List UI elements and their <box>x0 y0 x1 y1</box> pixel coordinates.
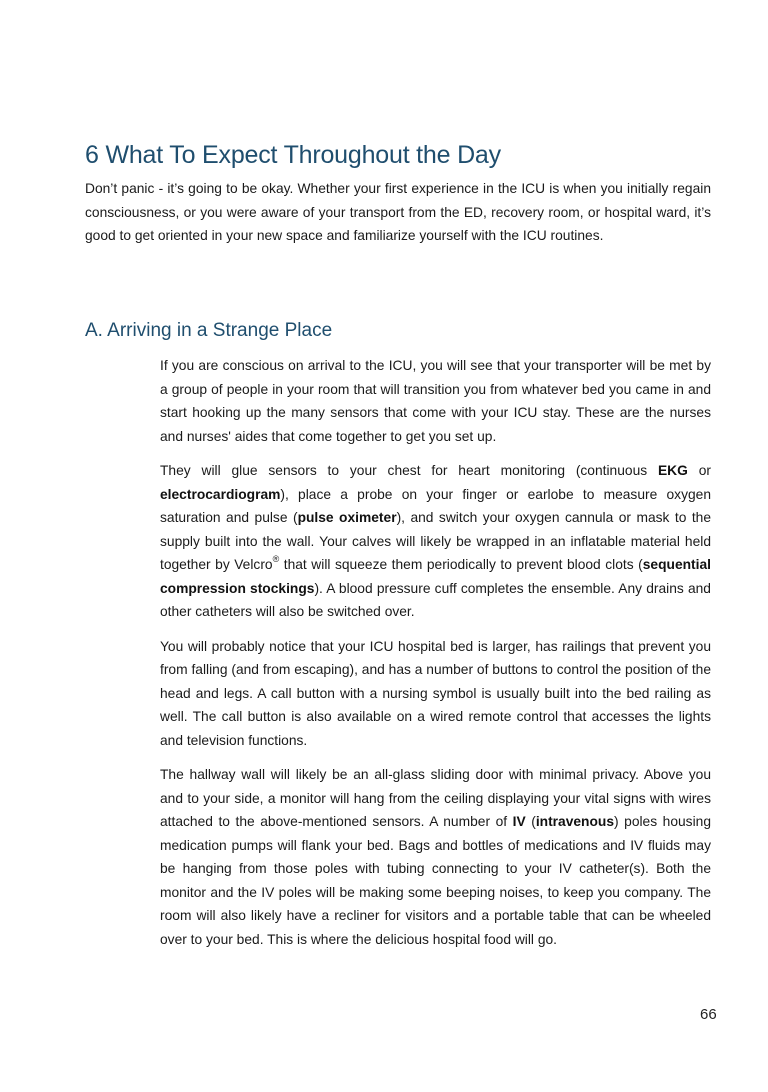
text-run: They will glue sensors to your chest for heart monitoring (continuous <box>160 463 658 478</box>
paragraph-room <box>160 763 711 951</box>
registered-mark: ® <box>272 554 280 565</box>
text-run: The hallway wall will likely be an all-glass sliding door with minimal privacy. Above you and to your side, a monitor will hang from the ceiling displaying your vital signs with wires attached to the above-mentioned sensors. A number of <box>160 767 711 829</box>
section-title: A. Arriving in a Strange Place <box>85 320 333 341</box>
text-run: ), and switch your oxygen cannula or mask to the supply built into the wall. Your calves will likely be wrapped in an inflatable material held together by Velcro <box>160 510 712 572</box>
section-body <box>160 354 711 962</box>
term-electrocardiogram: electrocardiogram <box>160 486 281 502</box>
text-run: ) poles housing medication pumps will flank your bed. Bags and bottles of medications and IV fluids may be hanging from those poles with tubing connecting to your IV catheter(s). Both the monitor and the IV poles will be making some beeping noises, to keep you company. The room will also likely have a recliner for visitors and a portable table that can be wheeled over to your bed. This is where the delicious hospital food will go. <box>160 814 711 947</box>
text-run: ), place a probe on your finger or earlobe to measure oxygen saturation and pulse ( <box>160 486 711 525</box>
chapter-title: 6 What To Expect Throughout the Day <box>85 141 501 169</box>
paragraph-bed: You will probably notice that your ICU hospital bed is larger, has railings that prevent you from falling (and from escaping), and has a number of buttons to control the position of the head and legs. A call button with a nursing symbol is usually built into the bed railing as well. The call button is also available on a wired remote control that accesses the lights and television functions. <box>160 638 711 748</box>
text-run: or <box>687 463 711 478</box>
term-pulse-oximeter: pulse oximeter <box>297 510 397 525</box>
page-number: 66 <box>700 1006 717 1023</box>
term-ekg: EKG <box>657 463 688 478</box>
paragraph-arrival: If you are conscious on arrival to the ICU, you will see that your transporter will be met by a group of people in your room that will transition you from whatever bed you came in and start hooking up the many sensors that come with your ICU stay. These are the nurses and nurses' aides that come together to get you set up. <box>160 358 711 444</box>
paragraph-sensors <box>160 459 711 624</box>
chapter-intro-paragraph: Don’t panic - it’s going to be okay. Whether your first experience in the ICU is when you initially regain consciousness, or you were aware of your transport from the ED, recovery room, or hospital ward, it’s good to get oriented in your new space and familiarize yourself with the ICU routines. <box>85 181 711 243</box>
text-run: ). A blood pressure cuff completes the ensemble. Any drains and other catheters will also be switched over. <box>160 580 711 619</box>
term-intravenous: intravenous <box>535 814 615 829</box>
term-sequential-compression-stockings: sequential compression stockings <box>160 557 711 596</box>
text-run: that will squeeze them periodically to prevent blood clots ( <box>279 557 643 572</box>
text-run: ( <box>525 814 536 829</box>
term-iv: IV <box>512 814 526 829</box>
